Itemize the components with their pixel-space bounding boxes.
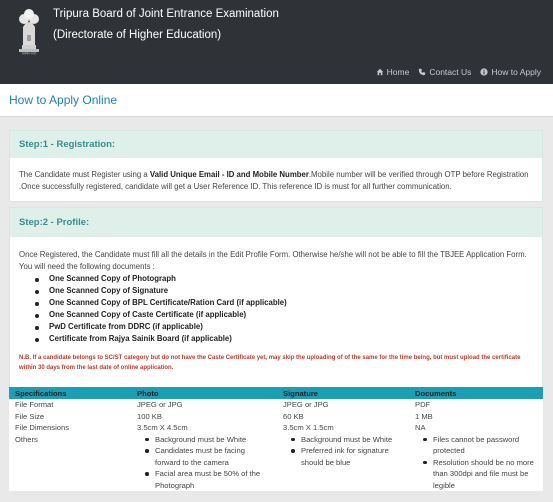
page-title: How to Apply Online xyxy=(9,93,118,107)
nav-how-to-apply-link[interactable] xyxy=(480,67,541,77)
site-header xyxy=(0,0,553,84)
nav-how-to-apply-label: How to Apply xyxy=(491,67,541,77)
table-cell: JPEG or JPG xyxy=(137,400,183,409)
list-item: Candidates must be facing forward to the camera xyxy=(149,445,271,468)
list-item: PwD Certificate from DDRC (if applicable) xyxy=(41,321,533,333)
table-cell: Others xyxy=(15,434,38,444)
info-icon xyxy=(480,68,488,76)
step2-paragraph: Once Registered, the Candidate must fill all the details in the Edit Profile Form. Otherwise he/she will not be able to fill the TBJEE Application Form. xyxy=(19,250,527,259)
caste-note: N.B. If a candidate belongs to SC/ST category but do not have the Caste Certificate yet, may skip the uploading of of the same for the time being, but must upload the certificate within 30 days from the last date of online application. xyxy=(19,355,521,371)
list-item: One Scanned Copy of Caste Certificate (if applicable) xyxy=(41,309,533,321)
list-item: Facial area must be 50% of the Photograph xyxy=(149,468,271,491)
signature-others-list xyxy=(295,434,403,469)
documents-list xyxy=(41,273,533,345)
docs-intro: You will need the following documents : xyxy=(19,262,155,271)
nav-home-link[interactable] xyxy=(376,67,410,77)
step1-panel xyxy=(9,130,543,202)
table-cell xyxy=(131,434,277,492)
step2-panel xyxy=(9,207,543,387)
table-cell: File Size xyxy=(15,411,45,421)
table-cell: 60 KB xyxy=(283,411,304,421)
list-item: Resolution should be no more than 300dpi and file must be legible xyxy=(427,457,537,492)
col-documents: Documents xyxy=(409,387,543,399)
step1-text-bold: Valid Unique Email - ID and Mobile Number xyxy=(149,170,309,179)
table-cell xyxy=(277,434,409,492)
table-row xyxy=(9,434,543,492)
table-cell: 100 KB xyxy=(137,411,162,421)
table-cell: File Format xyxy=(15,400,54,409)
col-signature: Signature xyxy=(277,387,409,399)
table-cell xyxy=(409,434,543,492)
svg-text:सत्यमेव जयते: सत्यमेव जयते xyxy=(21,51,37,55)
site-title: Tripura Board of Joint Entrance Examination xyxy=(53,8,279,20)
documents-others-list xyxy=(427,434,537,492)
table-cell: 3.5cm X 4.5cm xyxy=(137,423,188,432)
home-icon xyxy=(376,68,384,76)
state-emblem-icon xyxy=(12,5,46,55)
list-item: Background must be White xyxy=(149,434,271,446)
col-photo: Photo xyxy=(131,387,277,399)
list-item: One Scanned Copy of BPL Certificate/Ration Card (if applicable) xyxy=(41,297,533,309)
table-row xyxy=(9,411,543,423)
nav-contact-label: Contact Us xyxy=(429,67,472,77)
list-item: One Scanned Copy of Photograph xyxy=(41,273,533,285)
photo-others-list xyxy=(149,434,271,492)
nav-contact-link[interactable] xyxy=(418,67,471,77)
table-row xyxy=(9,422,543,434)
list-item: Preferred ink for signature should be blue xyxy=(295,445,403,468)
list-item: Files cannot be password protected xyxy=(427,434,537,457)
page-title-bar xyxy=(0,84,553,117)
table-header-row xyxy=(9,387,543,399)
table-cell: NA xyxy=(415,423,426,432)
table-cell: 1 MB xyxy=(415,411,433,421)
specifications-table xyxy=(9,387,543,491)
col-specifications: Specifications xyxy=(9,387,131,399)
list-item: One Scanned Copy of Signature xyxy=(41,285,533,297)
table-cell: PDF xyxy=(415,400,431,409)
table-cell: 3.5cm X 1.5cm xyxy=(283,423,334,432)
phone-icon xyxy=(418,68,426,76)
top-nav xyxy=(376,67,541,77)
step1-text-b: .Mobile number will be verified through OTP before Registration .Once successfully registered, candidate will get a User Reference ID. This reference ID is must for all further communication. xyxy=(19,170,529,191)
table-cell: JPEG or JPG xyxy=(283,400,329,409)
table-cell: File Dimensions xyxy=(15,423,70,432)
site-subtitle: (Directorate of Higher Education) xyxy=(53,29,222,41)
step1-text-a: The Candidate must Register using a xyxy=(19,170,150,179)
step2-heading: Step:2 - Profile: xyxy=(10,208,542,237)
list-item: Background must be White xyxy=(295,434,403,446)
list-item: Certificate from Rajya Sainik Board (if applicable) xyxy=(41,333,533,345)
step2-body xyxy=(10,237,542,373)
table-row xyxy=(9,399,543,411)
step1-body xyxy=(10,158,542,193)
nav-home-label: Home xyxy=(386,67,410,77)
step1-heading: Step:1 - Registration: xyxy=(10,131,542,158)
